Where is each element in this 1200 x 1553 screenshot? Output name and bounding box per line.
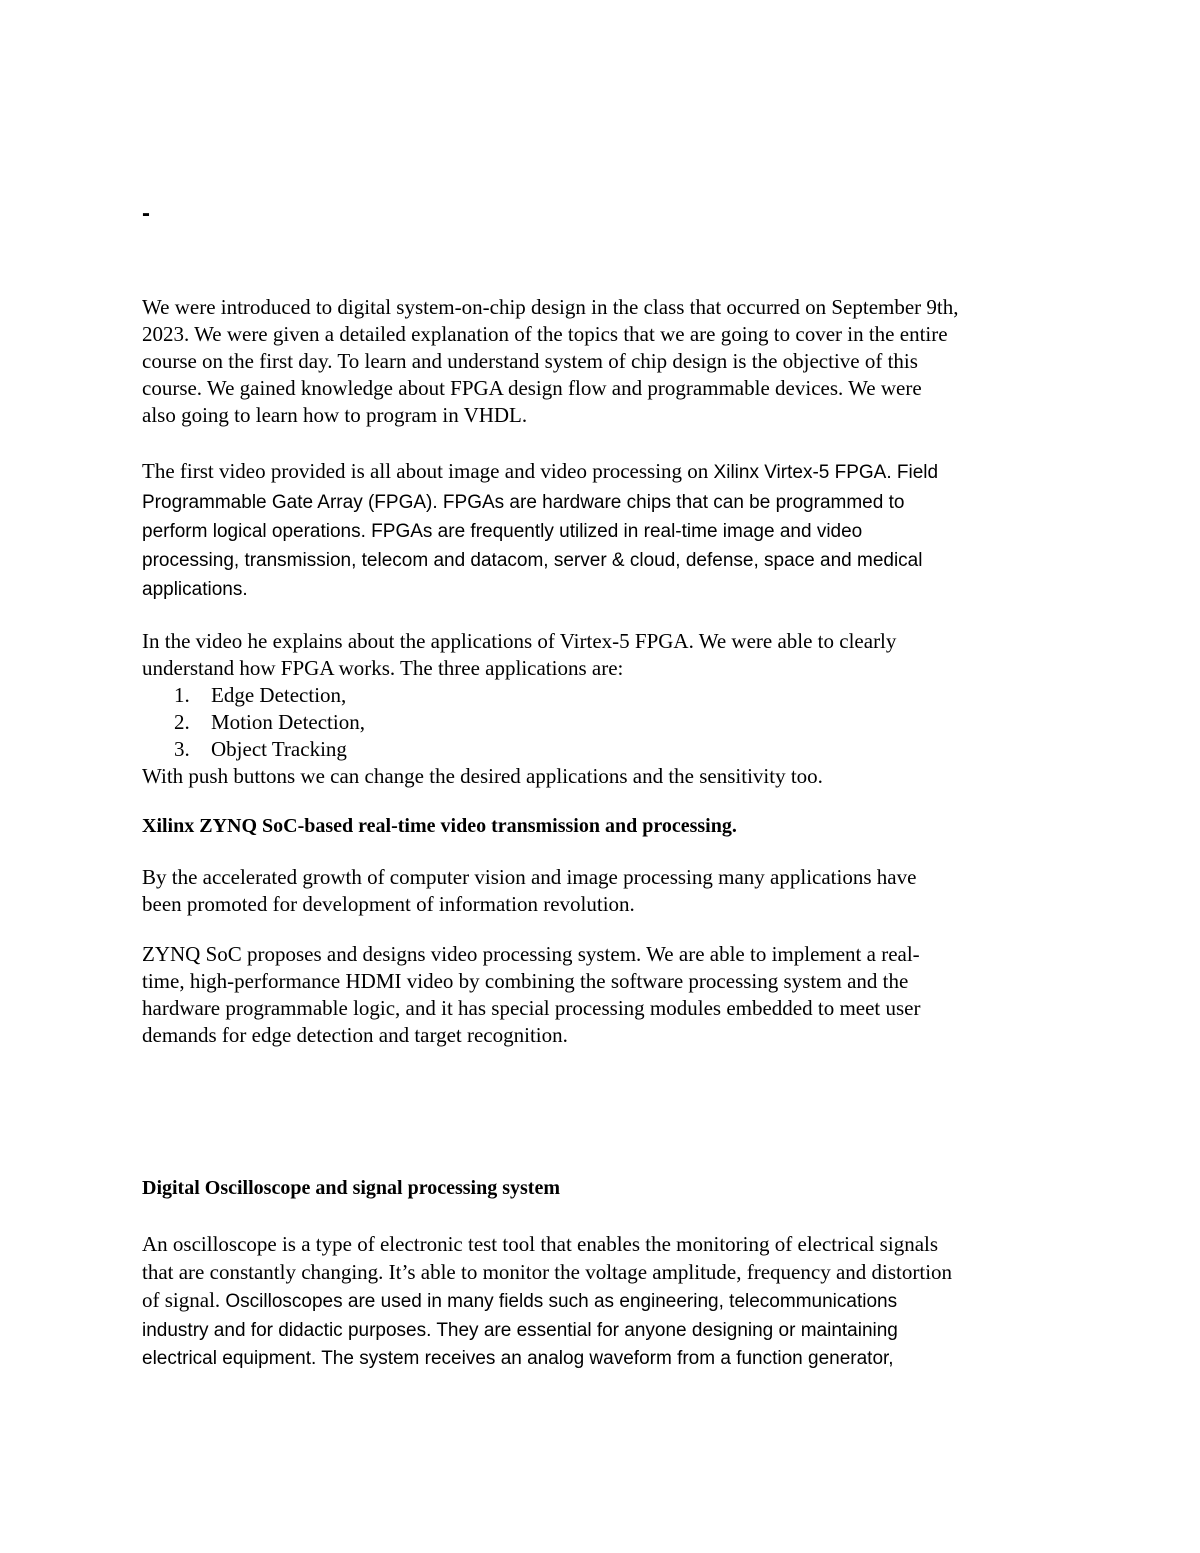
text-line: been promoted for development of information revolution. xyxy=(142,892,635,916)
text-run: of signal. xyxy=(142,1288,226,1312)
text-run: Oscilloscopes are used in many fields such as engineering, telecommunications xyxy=(225,1291,898,1312)
text-line: An oscilloscope is a type of electronic test tool that enables the monitoring of electrical signals xyxy=(142,1232,939,1256)
text-line: electrical equipment. The system receives an analog waveform from a function generator, xyxy=(142,1348,894,1369)
text-line: We were introduced to digital system-on-chip design in the class that occurred on September 9th, xyxy=(142,295,959,319)
paragraph-zynq xyxy=(142,941,1062,1049)
paragraph-applications xyxy=(142,628,1062,790)
paragraph-intro xyxy=(142,294,1062,429)
list-number: 3. xyxy=(174,737,190,761)
text-line: With push buttons we can change the desired applications and the sensitivity too. xyxy=(142,764,823,788)
section-heading-zynq: Xilinx ZYNQ SoC-based real-time video transmission and processing. xyxy=(142,815,737,837)
text-line: applications. xyxy=(142,579,248,600)
text-run: Xilinx Virtex-5 FPGA. Field xyxy=(713,462,939,483)
text-line: understand how FPGA works. The three applications are: xyxy=(142,656,624,680)
section-heading-oscilloscope: Digital Oscilloscope and signal processing system xyxy=(142,1177,560,1199)
text-line xyxy=(142,457,1062,488)
list-number: 1. xyxy=(174,683,190,707)
text-line: processing, transmission, telecom and datacom, server & cloud, defense, space and medical xyxy=(142,550,923,571)
list-item-text: Edge Detection, xyxy=(211,683,347,707)
list-item-text: Object Tracking xyxy=(211,737,347,761)
text-line: By the accelerated growth of computer vision and image processing many applications have xyxy=(142,865,917,889)
paragraph-oscilloscope xyxy=(142,1230,1062,1373)
text-line: In the video he explains about the applications of Virtex-5 FPGA. We were able to clearly xyxy=(142,629,897,653)
text-line: Programmable Gate Array (FPGA). FPGAs are hardware chips that can be programmed to xyxy=(142,492,905,513)
text-line: course on the first day. To learn and understand system of chip design is the objective of this xyxy=(142,349,918,373)
list-item-text: Motion Detection, xyxy=(211,710,365,734)
text-line: also going to learn how to program in VHDL. xyxy=(142,403,528,427)
text-line: time, high-performance HDMI video by combining the software processing system and the xyxy=(142,969,909,993)
paragraph-growth xyxy=(142,864,1062,918)
list-item xyxy=(142,736,1062,763)
list-item xyxy=(142,709,1062,736)
text-run: The first video provided is all about image and video processing on xyxy=(142,459,714,483)
text-line: 2023. We were given a detailed explanation of the topics that we are going to cover in the entire xyxy=(142,322,948,346)
text-line: that are constantly changing. It’s able to monitor the voltage amplitude, frequency and distortion xyxy=(142,1260,953,1284)
text-line: industry and for didactic purposes. They are essential for anyone designing or maintaining xyxy=(142,1320,898,1341)
text-line xyxy=(142,1286,1062,1317)
text-line: hardware programmable logic, and it has special processing modules embedded to meet user xyxy=(142,996,921,1020)
list-number: 2. xyxy=(174,710,190,734)
applications-list xyxy=(142,682,1062,763)
dash-mark: - xyxy=(142,200,150,227)
document-page xyxy=(142,0,1062,1553)
list-item xyxy=(142,682,1062,709)
text-line: demands for edge detection and target recognition. xyxy=(142,1023,568,1047)
paragraph-first-video xyxy=(142,457,1062,604)
text-line: course. We gained knowledge about FPGA design flow and programmable devices. We were xyxy=(142,376,922,400)
text-line: perform logical operations. FPGAs are frequently utilized in real-time image and video xyxy=(142,521,863,542)
text-line: ZYNQ SoC proposes and designs video processing system. We are able to implement a real- xyxy=(142,942,920,966)
